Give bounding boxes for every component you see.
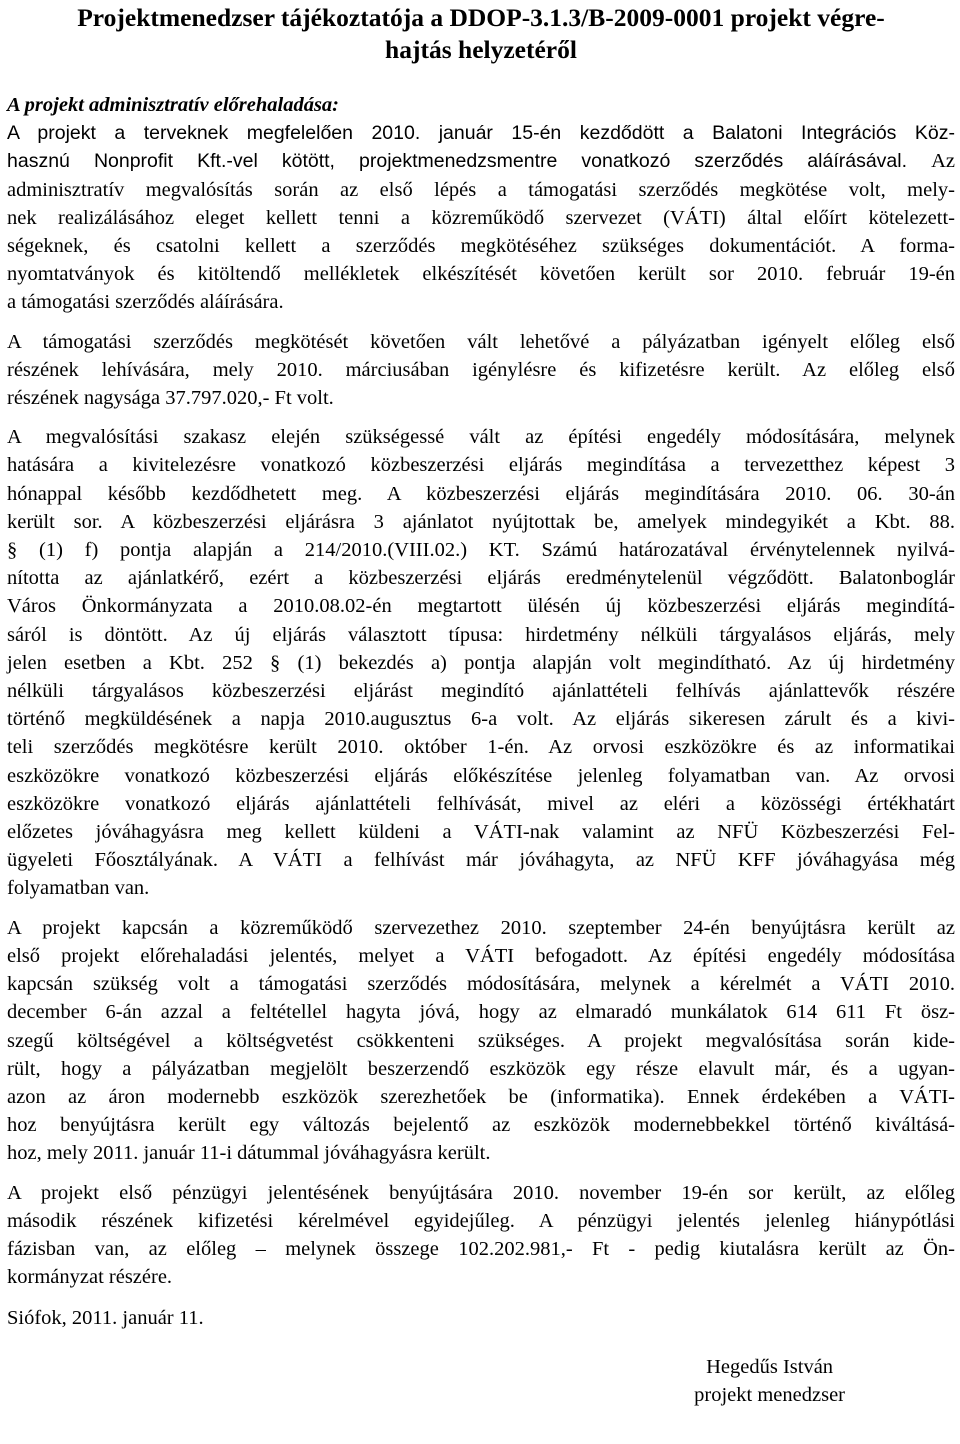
text-line: nélküli tárgyalásos közbeszerzési eljárást megindító ajánlattételi felhívás ajánlattevők részére (7, 680, 955, 703)
text-line: második részének kifizetési kérelmével egyidejűleg. A pénzügyi jelentés jelenleg hiánypótlási (7, 1209, 955, 1232)
title-line-2: hajtás helyzetéről (385, 35, 577, 64)
text-line: A projekt kapcsán a közreműködő szervezethez 2010. szeptember 24-én benyújtásra került az (7, 916, 955, 939)
text-line: kormányzat részére. (7, 1266, 173, 1289)
text-line: történő megküldésének a napja 2010.augusztus 6-a volt. Az eljárás sikeresen zárult és a kivi- (7, 708, 955, 731)
text-line: jelen esetben a Kbt. 252 § (1) bekezdés a) pontja alapján volt megindítható. Az új hirdetmény (7, 651, 955, 674)
text-line: nította az ajánlatkérő, ezért a közbeszerzési eljárás eredménytelenül végződött. Balatonboglár (7, 567, 955, 590)
text-line: szegű költségével a költségvetést csökkenteni szükséges. A projekt megvalósítása során kide- (7, 1029, 955, 1052)
text-line: részének nagysága 37.797.020,- Ft volt. (7, 387, 334, 410)
text-line: nyomtatványok és kitöltendő mellékletek elkészítését követően került sor 2010. február 19-én (7, 263, 955, 286)
intro-paragraph (7, 119, 955, 175)
text-line: hónappal később kezdődhetett meg. A közbeszerzési eljárás megindítására 2010. 06. 30-án (7, 482, 955, 505)
text-line: A projekt első pénzügyi jelentésének benyújtására 2010. november 19-én sor került, az előleg (7, 1181, 955, 1204)
text-line: A projekt a terveknek megfelelően 2010. január 15-én kezdődött a Balatoni Integrációs Köz- (7, 122, 955, 145)
paragraph-financial (7, 1179, 955, 1292)
signatory-name: Hegedűs István (706, 1355, 834, 1378)
text-line: első projekt előrehaladási jelentés, melyet a VÁTI befogadott. Az építési engedély módosítása (7, 944, 955, 967)
paragraph-admin (7, 176, 955, 317)
page-title (7, 0, 955, 66)
text-line: hoz, mely 2011. január 11-i dátummal jóváhagyásra került. (7, 1142, 491, 1165)
title-line-1: Projektmenedzser tájékoztatója a DDOP-3.1.3/B-2009-0001 projekt végre- (77, 3, 885, 32)
text-line: december 6-án azzal a feltétellel hagyta jóvá, hogy az elmaradó munkálatok 614 611 Ft ösz- (7, 1001, 955, 1024)
text-line: hoz benyújtásra került egy változás bejelentő az eszközök modernebbekkel történő kiváltásá- (7, 1114, 955, 1137)
paragraph-advance (7, 328, 955, 413)
text-line: azon az áron modernebb eszközök szerezhetőek be (informatika). Ennek érdekében a VÁTI- (7, 1085, 955, 1108)
text-line: fázisban van, az előleg – melynek összege 102.202.981,- Ft - pedig kiutalásra került az Ön- (7, 1237, 955, 1260)
section-heading: A projekt adminisztratív előrehaladása: (7, 94, 340, 116)
text-line: teli szerződés megkötésre került 2010. október 1-én. Az orvosi eszközökre és az informatikai (7, 736, 955, 759)
text-line: a támogatási szerződés aláírására. (7, 291, 284, 314)
text-line: hatására a kivitelezésre vonatkozó közbeszerzési eljárás megindítása a tervezetthez képest 3 (7, 454, 955, 477)
text-line: folyamatban van. (7, 877, 150, 900)
text-line: került sor. A közbeszerzési eljárásra 3 ajánlatot nyújtottak be, amelyek mindegyikét a Kbt. 88. (7, 510, 955, 533)
text-line: A támogatási szerződés megkötését követően vált lehetővé a pályázatban igényelt előleg első (7, 330, 955, 353)
text-line: ügyeleti Főosztályának. A VÁTI a felhívást már jóváhagyta, az NFÜ KFF jóváhagyása még (7, 849, 955, 872)
text-line: A megvalósítási szakasz elején szükségessé vált az építési engedély módosítására, melynek (7, 426, 955, 449)
text-line: rült, hogy a pályázatban megjelölt beszerzendő eszközök egy része elavult már, és a ugyan- (7, 1057, 955, 1080)
text-line: ségeknek, és csatolni kellett a szerződés megkötéséhez szükséges dokumentációt. A forma- (7, 235, 955, 258)
text-line: előzetes jóváhagyásra meg kellett küldeni a VÁTI-nak valamint az NFÜ Közbeszerzési Fel- (7, 821, 955, 844)
signature-block (7, 1353, 955, 1409)
text-line: nek realizálásához eleget kellett tenni a közreműködő szervezet (VÁTI) által előírt kötelezett- (7, 206, 955, 229)
place-date: Siófok, 2011. január 11. (7, 1307, 204, 1330)
text-line: részének lehívására, mely 2010. márciusában igénylésre és kifizetésre került. Az előleg első (7, 358, 955, 381)
text-line: eszközökre vonatkozó eljárás ajánlattételi felhívását, mivel az eléri a közösségi értékhatárt (7, 792, 955, 815)
text-line: Város Önkormányzata a 2010.08.02-én megtartott ülésén új közbeszerzési eljárás megindítá- (7, 595, 955, 618)
paragraph-reporting (7, 914, 955, 1168)
text-line: adminisztratív megvalósítás során az első lépés a támogatási szerződés megkötése volt, mely- (7, 178, 955, 201)
text-line: hasznú Nonprofit Kft.-vel kötött, projektmenedzsmentre vonatkozó szerződés aláírásával. Az (7, 150, 955, 173)
paragraph-procurement (7, 423, 955, 902)
text-line: sáról is döntött. Az új eljárás választott típusa: hirdetmény nélküli tárgyalásos eljárás, mely (7, 623, 955, 646)
text-line: § (1) f) pontja alapján a 214/2010.(VIII.02.) KT. Számú határozatával érvénytelennek nyilvá- (7, 539, 955, 562)
text-line: kapcsán szükség volt a támogatási szerződés módosítására, melynek a kérelmét a VÁTI 2010. (7, 973, 955, 996)
text-line: eszközökre vonatkozó közbeszerzési eljárás előkészítése jelenleg folyamatban van. Az orvosi (7, 764, 955, 787)
signatory-role: projekt menedzser (694, 1383, 845, 1406)
